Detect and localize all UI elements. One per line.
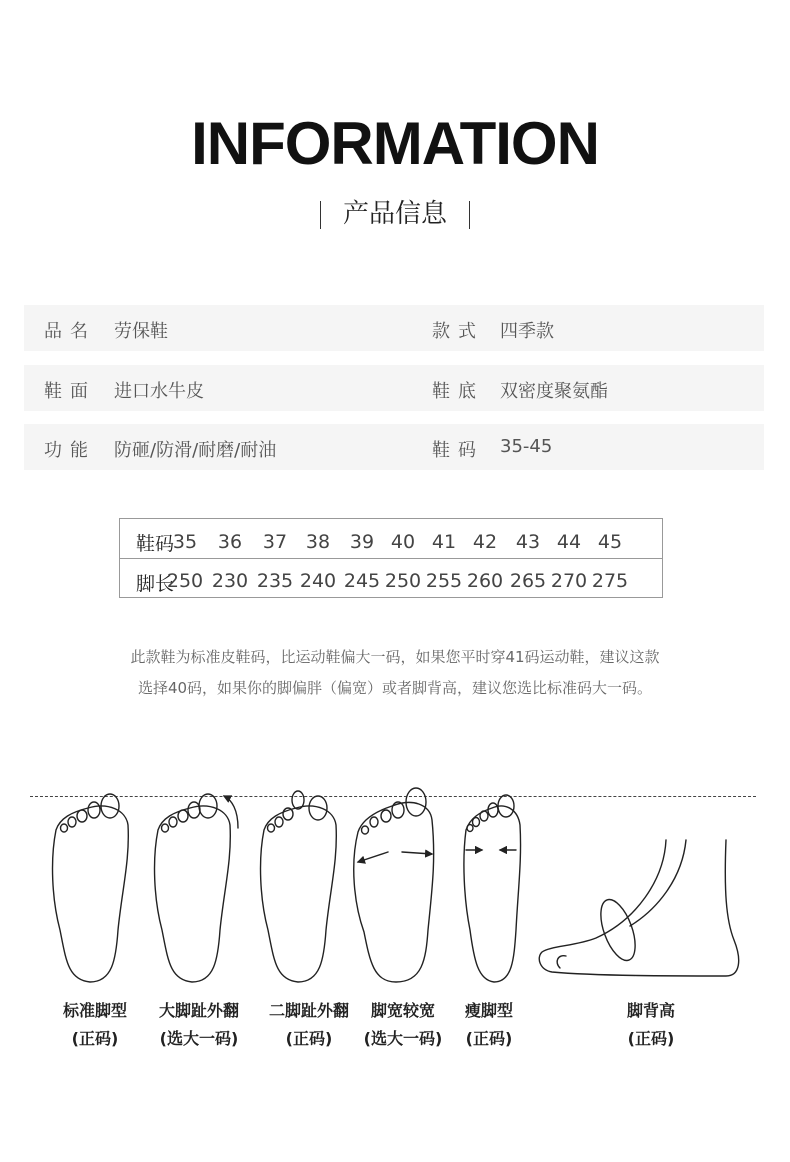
foot-type-advice: (正码) bbox=[285, 1029, 333, 1048]
length-cell: 260 bbox=[466, 570, 504, 592]
page-title: INFORMATION bbox=[191, 110, 599, 177]
info-label: 鞋面 bbox=[44, 381, 96, 402]
foot-type-name: 大脚趾外翻 bbox=[158, 1001, 239, 1020]
foot-high-instep-icon bbox=[539, 840, 738, 976]
info-label: 鞋底 bbox=[432, 381, 484, 402]
fit-note-line1: 此款鞋为标准皮鞋码，比运动鞋偏大一码，如果您平时穿41码运动鞋，建议这款 bbox=[130, 648, 660, 666]
info-label: 功能 bbox=[44, 440, 96, 461]
foot-illustrations bbox=[0, 780, 790, 1000]
length-cell: 245 bbox=[343, 570, 381, 592]
foot-type-advice: (选大一码) bbox=[363, 1029, 443, 1048]
length-cell: 235 bbox=[256, 570, 294, 592]
info-value: 双密度聚氨酯 bbox=[500, 381, 608, 402]
info-value: 35-45 bbox=[500, 436, 553, 457]
table-divider bbox=[120, 558, 662, 559]
info-label: 品名 bbox=[44, 321, 96, 342]
foot-bunion-icon bbox=[155, 794, 238, 982]
length-cell: 250 bbox=[384, 570, 422, 592]
info-row bbox=[24, 305, 764, 351]
info-value: 四季款 bbox=[500, 321, 554, 342]
size-row-label: 鞋码 bbox=[136, 533, 175, 555]
size-table bbox=[119, 518, 663, 598]
length-cell: 240 bbox=[299, 570, 337, 592]
info-row bbox=[24, 424, 764, 470]
size-cell: 45 bbox=[597, 531, 623, 553]
length-cell: 255 bbox=[425, 570, 463, 592]
info-value: 进口水牛皮 bbox=[114, 381, 204, 402]
foot-second-toe-icon bbox=[261, 791, 337, 982]
length-cell: 250 bbox=[166, 570, 204, 592]
size-cell: 39 bbox=[349, 531, 375, 553]
fit-note-line2: 选择40码，如果你的脚偏胖（偏宽）或者脚背高，建议您选比标准码大一码。 bbox=[137, 679, 653, 697]
length-cell: 265 bbox=[509, 570, 547, 592]
size-cell: 38 bbox=[305, 531, 331, 553]
foot-wide-icon bbox=[354, 788, 434, 982]
page-subtitle bbox=[0, 196, 790, 232]
info-value: 劳保鞋 bbox=[114, 321, 168, 342]
foot-type-name: 脚背高 bbox=[626, 1001, 675, 1020]
size-cell: 44 bbox=[556, 531, 582, 553]
length-cell: 270 bbox=[550, 570, 588, 592]
foot-type-name: 脚宽较宽 bbox=[370, 1001, 435, 1020]
size-cell: 35 bbox=[172, 531, 198, 553]
divider-right bbox=[469, 201, 470, 229]
size-cell: 41 bbox=[431, 531, 457, 553]
foot-type-advice: (选大一码) bbox=[159, 1029, 239, 1048]
foot-type-name: 二脚趾外翻 bbox=[268, 1001, 349, 1020]
length-cell: 275 bbox=[591, 570, 629, 592]
foot-type-advice: (正码) bbox=[71, 1029, 119, 1048]
subtitle-text: 产品信息 bbox=[342, 199, 447, 229]
foot-type-advice: (正码) bbox=[627, 1029, 675, 1048]
divider-left bbox=[320, 201, 321, 229]
foot-standard-icon bbox=[53, 794, 129, 982]
length-row-label: 脚长 bbox=[136, 573, 175, 595]
foot-type-advice: (正码) bbox=[465, 1029, 513, 1048]
size-cell: 37 bbox=[262, 531, 288, 553]
length-cell: 230 bbox=[211, 570, 249, 592]
foot-type-name: 标准脚型 bbox=[62, 1001, 127, 1020]
foot-slim-icon bbox=[464, 795, 521, 982]
foot-type-name: 瘦脚型 bbox=[464, 1001, 513, 1020]
info-value: 防砸/防滑/耐磨/耐油 bbox=[114, 440, 277, 461]
info-label: 鞋码 bbox=[432, 440, 484, 461]
info-row bbox=[24, 365, 764, 411]
size-cell: 40 bbox=[390, 531, 416, 553]
size-cell: 42 bbox=[472, 531, 498, 553]
size-cell: 36 bbox=[217, 531, 243, 553]
info-label: 款式 bbox=[432, 321, 484, 342]
size-cell: 43 bbox=[515, 531, 541, 553]
